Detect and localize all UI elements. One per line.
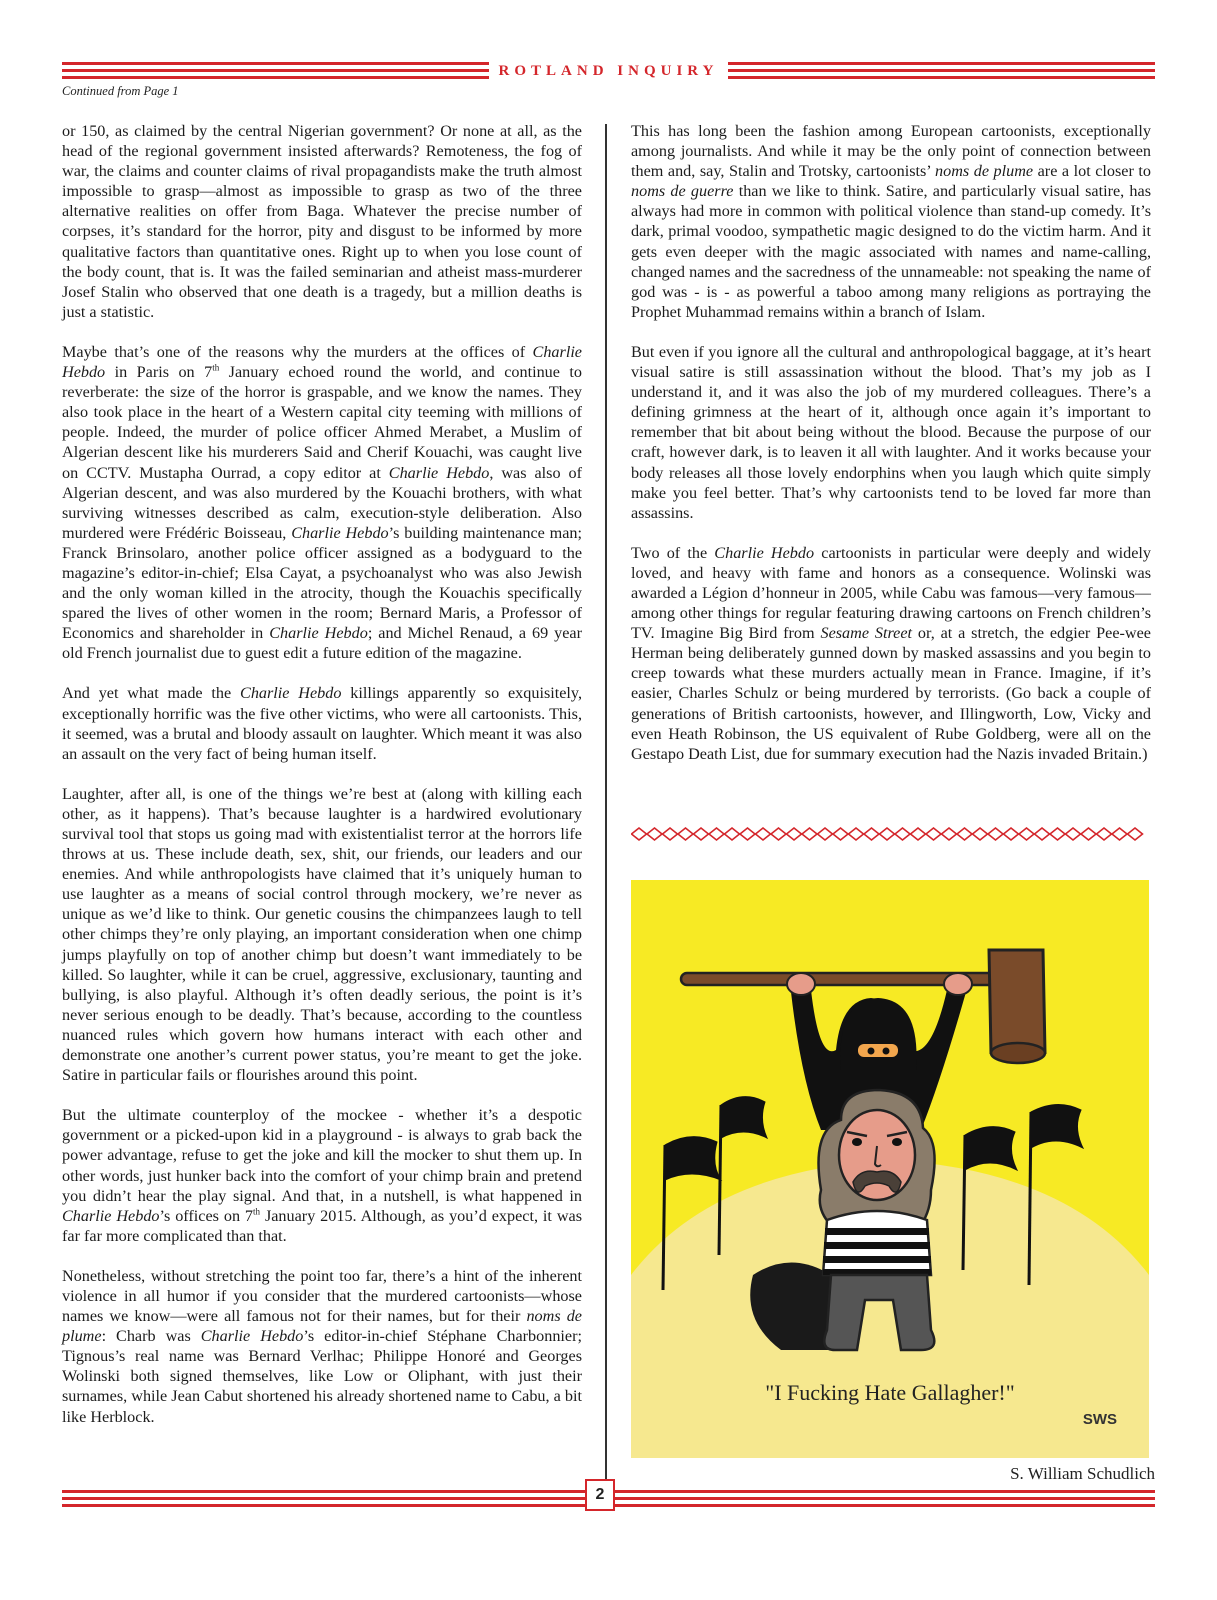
cartoon-caption: "I Fucking Hate Gallagher!": [765, 1380, 1015, 1405]
diamond-mark: [663, 828, 678, 840]
masthead: [0, 60, 1217, 82]
diamond-mark: [787, 828, 802, 840]
diamond-mark: [678, 828, 693, 840]
column-divider: [605, 124, 607, 1486]
cartoon-drawing: [631, 880, 1149, 1458]
diamond-mark: [632, 828, 647, 840]
diamond-mark: [880, 828, 895, 840]
striped-shirt: [823, 1211, 931, 1275]
right-column: [631, 121, 1151, 784]
paragraph: Maybe that’s one of the reasons why the murders at the offices of Charlie Hebdo in Paris on 7th January echoed round the world, and continue to reverberate: the size of the horror is graspable, and we know the names. They also took place in the heart of a Western capital city teeming with millions of people. Indeed, the murder of police officer Ahmed Merabet, a Muslim of Algerian descent like his murderers Said and Cherif Kouachi, was caught live on CCTV. Mustapha Ourrad, a copy editor at Charlie Hebdo, was also of Algerian descent, and was also murdered by the Kouachi brothers, with what surviving witnesses described as calm, execution-style deliberation. Also murdered were Frédéric Boisseau, Charlie Hebdo’s building maintenance man; Franck Brinsolaro, another police officer assigned as a bodyguard to the magazine’s editor-in-chief; Elsa Cayat, a psychoanalyst who was also Jewish and the only woman killed in the atrocity, though the Kouachis specifically spared the lives of other women in the room; Bernard Maris, a Professor of Economics and shareholder in Charlie Hebdo; and Michel Renaud, a 69 year old French journalist due to guest edit a future edition of the magazine.: [62, 342, 583, 663]
page-number: 2: [585, 1479, 615, 1511]
diamond-mark: [771, 828, 786, 840]
diamond-mark: [647, 828, 662, 840]
diamond-mark: [1112, 828, 1127, 840]
diamond-mark: [895, 828, 910, 840]
masthead-title: ROTLAND INQUIRY: [489, 60, 729, 82]
continued-note: Continued from Page 1: [62, 84, 179, 98]
paragraph: Nonetheless, without stretching the point too far, there’s a hint of the inherent violence in all humor if you consider that the murdered cartoonists—whose names we know—were all famous not for their names, but for their noms de plume: Charb was Charlie Hebdo’s editor-in-chief Stéphane Charbonnier; Tignous’s real name was Bernard Verlhac; Philippe Honoré and Georges Wolinski both signed themselves, like Low or Oliphant, with just their surnames, while Jean Cabut shortened his already shortened name to Cabu, a bit like Herblock.: [62, 1266, 583, 1426]
diamond-mark: [973, 828, 988, 840]
diamond-mark: [740, 828, 755, 840]
diamond-mark: [709, 828, 724, 840]
diamond-mark: [988, 828, 1003, 840]
paragraph: or 150, as claimed by the central Nigerian government? Or none at all, as the head of the regional government insisted afterwards? Remoteness, the fog of war, the claims and counter claims of rival propagandists make the truth almost impossible to grasp—almost as impossible to grasp as two of the three alternative realities on offer from Baga. Whatever the precise number of corpses, it’s standard for the horror, pity and disgust to be informed by more qualitative factors than quantitative ones. Right up to when you lose count of the body count, that is. It was the failed seminarian and atheist mass-murderer Josef Stalin who observed that one death is a tragedy, but a million deaths is just a statistic.: [62, 122, 582, 321]
cartoon-illustration: [631, 880, 1149, 1458]
diamond-mark: [833, 828, 848, 840]
diamond-mark: [1128, 828, 1143, 840]
byline: S. William Schudlich: [1010, 1464, 1155, 1483]
diamond-mark: [1004, 828, 1019, 840]
diamond-mark: [725, 828, 740, 840]
diamond-mark: [1035, 828, 1050, 840]
diamond-ornament: [631, 826, 1151, 842]
paragraph: But even if you ignore all the cultural and anthropological baggage, at it’s heart visual satire is still assassination without the blood. That’s my job as I understand it, and it was also the job of my murdered colleagues. There’s a defining grimness at the heart of it, although once again it’s important to remember that bit about being without the blood. Because the purpose of our craft, however dark, is to leaven it all with laughter. And it works because your body releases all those lovely endorphins when you laugh which quite simply make you feel better. That’s why cartoonists tend to be loved far more than assassins.: [631, 342, 1151, 522]
diamond-mark: [926, 828, 941, 840]
diamond-mark: [1066, 828, 1081, 840]
diamond-mark: [1050, 828, 1065, 840]
diamond-mark: [942, 828, 957, 840]
paragraph: Laughter, after all, is one of the things we’re best at (along with killing each other, as it happens). That’s because laughter is a hardwired evolutionary survival tool that stops us going mad with existentialist terror at the horrors life throws at us. These include death, sex, shit, our friends, our leaders and our enemies. And while anthropologists have claimed that it’s uniquely human to use laughter as a means of social control through mockery, we’re never as unique as we’d like to think. Our genetic cousins the chimpanzees laugh to tell other chimps they’re only playing, an important consideration when one chimp jumps playfully on top of another chimp but doesn’t want immediately to be killed. So laughter, while it can be cruel, aggressive, exclusionary, taunting and bullying, is also playful. Although it’s often deadly serious, the point is it’s never serious enough to be deadly. That’s because, according to the countless nuanced rules which govern how humans interact with each other and demonstrate one another’s current power status, you’re meant to get the joke. Satire in particular fails or flourishes around this point.: [62, 784, 582, 1085]
diamond-mark: [694, 828, 709, 840]
paragraph: This has long been the fashion among European cartoonists, exceptionally among journalists. And while it may be the only point of connection between them and, say, Stalin and Trotsky, cartoonists’ noms de plume are a lot closer to noms de guerre than we like to think. Satire, and particularly visual satire, has always had more in common with political violence than stand-up comedy. It’s dark, primal voodoo, sympathetic magic designed to do the victim harm. And it gets even deeper with the magic associated with names and name-calling, changed names and the sacredness of the unnameable: not speaking the name of god was - is - as powerful a taboo among many religions as portraying the Prophet Muhammad remains within a branch of Islam.: [631, 122, 1152, 321]
diamond-mark: [1097, 828, 1112, 840]
diamond-mark: [818, 828, 833, 840]
diamond-mark: [849, 828, 864, 840]
paragraph: And yet what made the Charlie Hebdo killings apparently so exquisitely, exceptionally horrific was the five other victims, who were all cartoonists. This, it seemed, was a brutal and bloody assault on laughter. Which meant it was also an assault on the very fact of being human itself.: [62, 684, 583, 763]
paragraph: But the ultimate counterploy of the mockee - whether it’s a despotic government or a picked-upon kid in a playground - is always to grab back the power advantage, refuse to get the joke and kill the mocker to shut them up. In other words, just hunker back into the comfort of your chimp brain and pretend you didn’t hear the play signal. And that, in a nutshell, is what happened in Charlie Hebdo’s offices on 7th January 2015. Although, as you’d expect, it was far far more complicated than that.: [62, 1106, 582, 1245]
diamond-mark: [1081, 828, 1096, 840]
diamond-mark: [756, 828, 771, 840]
diamond-mark: [911, 828, 926, 840]
cartoon-signature: SWS: [1082, 1411, 1117, 1428]
diamond-mark: [957, 828, 972, 840]
diamond-mark: [1019, 828, 1034, 840]
left-column: [62, 121, 582, 1447]
diamond-mark: [802, 828, 817, 840]
paragraph: Two of the Charlie Hebdo cartoonists in particular were deeply and widely loved, and heavy with fame and honors as a consequence. Wolinski was awarded a Légion d’honneur in 2005, while Cabu was famous—very famous—among other things for regular featuring drawing cartoons on French children’s TV. Imagine Big Bird from Sesame Street or, at a stretch, the edgier Pee-wee Herman being deliberately gunned down by masked assassins and you begin to creep towards what these murders actually mean in France. Imagine, if it’s easier, Charles Schulz or being murdered by terrorists. (Go back a couple of generations of British cartoonists, however, and Illingworth, Low, Vicky and even Heath Robinson, the US equivalent of Rube Goldberg, were all on the Gestapo Death List, due for summary execution had the Nazis invaded Britain.): [631, 543, 1151, 763]
diamond-mark: [864, 828, 879, 840]
